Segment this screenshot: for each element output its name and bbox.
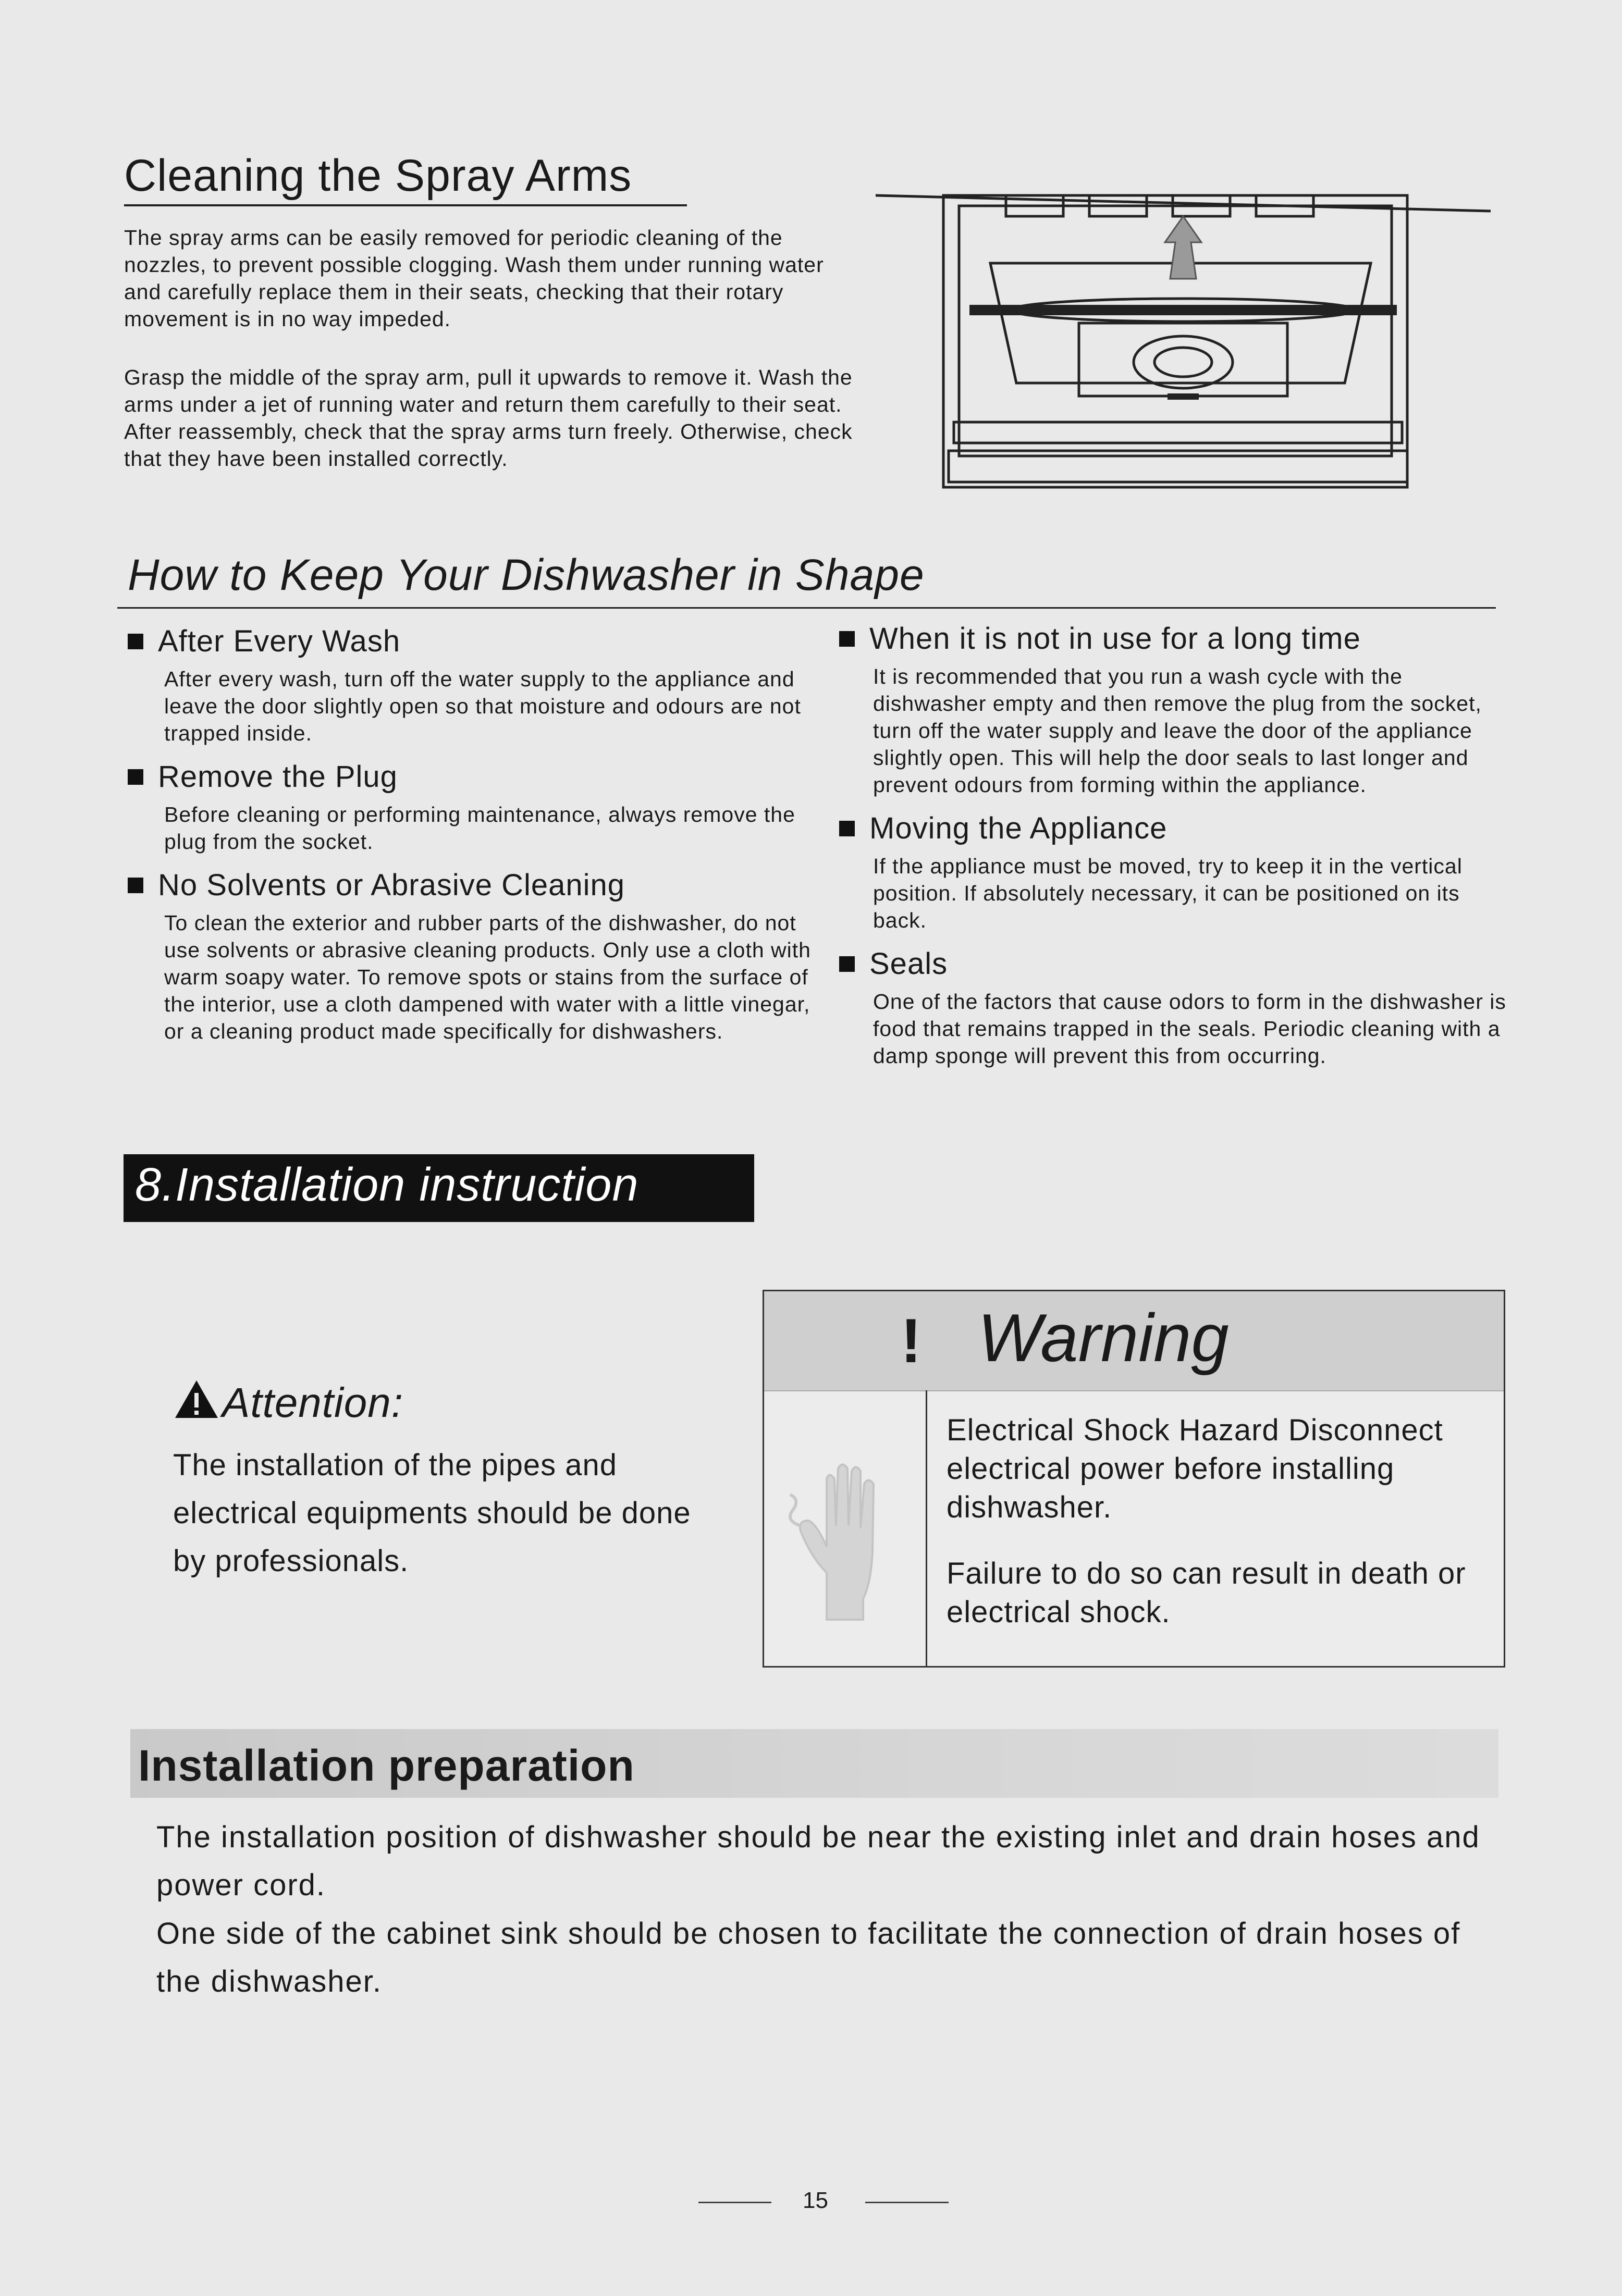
exclamation-icon: ! — [901, 1306, 921, 1376]
item-heading-text: When it is not in use for a long time — [869, 622, 1361, 656]
bullet-square-icon — [128, 634, 143, 649]
list-item — [128, 758, 831, 855]
warning-divider — [926, 1390, 927, 1668]
maintenance-title: How to Keep Your Dishwasher in Shape — [128, 550, 925, 599]
maintenance-left-column — [128, 623, 831, 1056]
spray-arms-title: Cleaning the Spray Arms — [124, 151, 632, 201]
page-number: 15 — [803, 2188, 828, 2213]
hand-shock-icon — [780, 1448, 915, 1625]
item-heading-text: Moving the Appliance — [869, 811, 1168, 845]
bullet-square-icon — [839, 956, 855, 972]
preparation-title: Installation preparation — [138, 1741, 635, 1790]
bullet-square-icon — [839, 821, 855, 836]
bullet-square-icon — [128, 878, 143, 893]
item-text: To clean the exterior and rubber parts of the dishwasher, do not use solvents or abrasive cleaning products. Only use a cloth with warm soapy water. To remove spots or stains from the surface of the interior, use a cloth dampened with water with a little vinegar, or a cleaning product made specifically for dishwashers. — [164, 911, 811, 1043]
section-rule — [117, 607, 1496, 609]
warning-triangle-icon — [173, 1378, 220, 1420]
item-heading-text: No Solvents or Abrasive Cleaning — [158, 868, 625, 902]
list-item — [128, 623, 831, 747]
item-heading-text: After Every Wash — [158, 624, 401, 658]
item-heading — [839, 620, 1517, 658]
attention-title: Attention: — [222, 1379, 404, 1426]
item-heading-text: Remove the Plug — [158, 760, 398, 794]
warning-header — [764, 1291, 1504, 1391]
item-heading — [128, 623, 831, 660]
attention-text: The installation of the pipes and electrical equipments should be done by professionals. — [173, 1448, 691, 1578]
item-heading — [839, 945, 1517, 983]
spray-arm-illustration — [876, 185, 1491, 513]
spray-arms-paragraph-2: Grasp the middle of the spray arm, pull it upwards to remove it. Wash the arms under a jet of running water and return them carefully to their seat. After reassembly, check that the spray arms turn freely. Otherwise, check that they have been installed correctly. — [124, 365, 853, 471]
attention-heading — [173, 1378, 726, 1427]
bullet-square-icon — [839, 631, 855, 647]
list-item — [128, 867, 831, 1045]
item-heading — [128, 758, 831, 796]
item-text: If the appliance must be moved, try to keep it in the vertical position. If absolutely necessary, it can be positioned on its back. — [873, 854, 1463, 932]
title-underline — [124, 204, 687, 206]
footer-line-left — [698, 2202, 771, 2203]
footer-line-right — [865, 2202, 949, 2203]
list-item — [839, 810, 1517, 934]
item-text: One of the factors that cause odors to form in the dishwasher is food that remains trapped in the seals. Periodic cleaning with a damp sponge will prevent this from occurring. — [873, 990, 1506, 1068]
list-item — [839, 620, 1517, 798]
maintenance-right-column — [839, 620, 1517, 1081]
item-heading — [128, 867, 831, 904]
preparation-paragraph-2: One side of the cabinet sink should be chosen to facilitate the connection of drain hoses of the dishwasher. — [156, 1917, 1461, 1998]
item-heading — [839, 810, 1517, 847]
item-heading-text: Seals — [869, 947, 948, 981]
spray-arms-paragraph-1: The spray arms can be easily removed for periodic cleaning of the nozzles, to prevent possible clogging. Wash them under running water and carefully replace them in their seats, checking that their rotary movement is in no way impeded. — [124, 226, 824, 331]
list-item — [839, 945, 1517, 1069]
item-text: Before cleaning or performing maintenance, always remove the plug from the socket. — [164, 803, 795, 854]
attention-block — [173, 1378, 726, 1585]
installation-banner: 8.Installation instruction — [124, 1154, 754, 1222]
item-text: After every wash, turn off the water supply to the appliance and leave the door slightly open so that moisture and odours are not trapped inside. — [164, 667, 801, 745]
warning-text-1: Electrical Shock Hazard Disconnect electrical power before installing dishwasher. — [947, 1413, 1443, 1524]
warning-title: Warning — [978, 1300, 1229, 1376]
item-text: It is recommended that you run a wash cycle with the dishwasher empty and then remove the plug from the socket, turn off the water supply and leave the door of the appliance slightly open. This will help the door seals to last longer and prevent odours from forming within the appliance. — [873, 664, 1482, 797]
warning-box — [763, 1290, 1505, 1668]
warning-text-2: Failure to do so can result in death or electrical shock. — [947, 1557, 1466, 1629]
preparation-paragraph-1: The installation position of dishwasher should be near the existing inlet and drain hoses and power cord. — [156, 1820, 1480, 1902]
bullet-square-icon — [128, 769, 143, 785]
